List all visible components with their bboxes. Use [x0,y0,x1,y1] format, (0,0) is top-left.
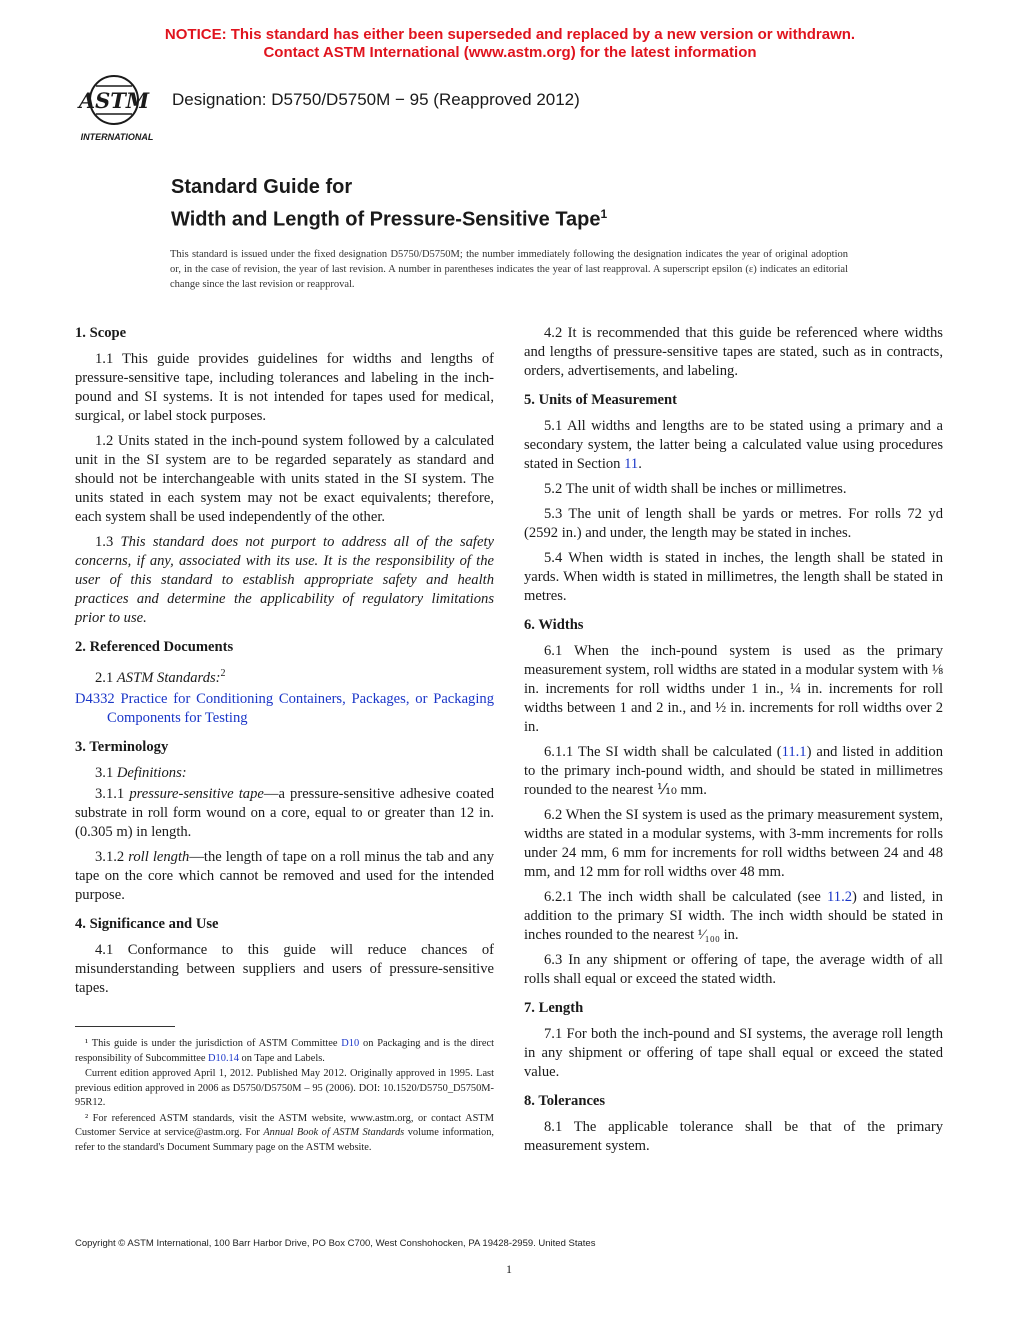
logo-text: ASTM [78,88,150,113]
paragraph-3-1-1: 3.1.1 pressure-sensitive tape—a pressure-sensitive adhesive coated substrate in roll form wound on a core, equal to or greater than 12 in. (0.305 m) in length. [75,785,494,840]
paragraph-1-3: 1.3 This standard does not purport to address all of the safety concerns, if any, associated with its use. It is the responsibility of the user of this standard to establish appropriate safety and health practices and determine the applicability of regulatory limitations prior to use. [75,534,494,626]
paragraph-3-1: 3.1 Definitions: [95,764,187,781]
astm-logo-icon [74,74,160,144]
paragraph-5-2: 5.2 The unit of width shall be inches or millimetres. [544,481,847,497]
section-11-2-link[interactable]: 11.2 [827,889,853,905]
copyright-line: Copyright © ASTM International, 100 Barr Harbor Drive, PO Box C700, West Conshohocken, PA 19428-2959. United States [75,1238,596,1249]
paragraph-6-2: 6.2 When the SI system is used as the primary measurement system, widths are stated in a modular systems, with 3-mm increments for rolls under 24 mm, 6 mm for increments for roll widths between 24 and 48 mm, and 12 mm for roll widths over 48 mm. [524,807,943,880]
paragraph-1-1: 1.1 This guide provides guidelines for widths and lengths of pressure-sensitive tape, including tolerances and labeling in the inch-pound and SI systems. It is not intended for tapes used for medical, surgical, or label stock purposes. [75,351,494,424]
paragraph-5-1: 5.1 All widths and lengths are to be stated using a primary and a secondary system, the latter being a calculated value using procedures stated in Section 11. [524,418,943,472]
paragraph-3-1-2: 3.1.2 roll length—the length of tape on a roll minus the tab and any tape on the core which cannot be removed and used for the intended purpose. [75,848,495,903]
issued-note: This standard is issued under the fixed designation D5750/D5750M; the number immediately following the designation indicates the year of original adoption or, in the case of revision, the year of last revision. A number in parentheses indicates the year of last reapproval. A superscript epsilon (ε) indicates an editorial change since the last revision or reapproval. [170,249,848,290]
paragraph-6-3: 6.3 In any shipment or offering of tape, the average width of all rolls shall equal or exceed the stated width. [524,952,943,987]
page-number: 1 [506,1262,512,1276]
paragraph-4-1: 4.1 Conformance to this guide will reduce chances of misunderstanding between suppliers and users of pressure-sensitive tapes. [75,941,494,996]
left-column [75,324,494,1004]
paragraph-1-2: 1.2 Units stated in the inch-pound system followed by a calculated unit in the SI system are to be regarded separately as standard and should not be interchangeable with units stated in the SI system. The units stated in each system may not be exact equivalents; therefore, each system shall be used independently of the other. [75,433,494,525]
title-line-2: Width and Length of Pressure-Sensitive Tape [171,208,601,231]
right-column [524,324,943,1162]
section-heading-scope: 1. Scope [75,325,127,341]
withdrawal-notice [0,26,1020,62]
section-heading-tolerances: 8. Tolerances [524,1093,606,1109]
paragraph-6-1: 6.1 When the inch-pound system is used as the primary measurement system, roll widths are stated in a modular system with ⅛ in. increments for roll widths under 1 in., ¼ in. increments for roll widths between 1 and 2 in., and ½ in. increments for roll widths over 2 in. [524,643,943,735]
paragraph-8-1: 8.1 The applicable tolerance shall be that of the primary measurement system. [524,1119,943,1154]
section-heading-widths: 6. Widths [524,617,584,633]
section-heading-significance: 4. Significance and Use [75,915,219,932]
reference-d4332-link[interactable]: D4332 Practice for Conditioning Containers, Packages, or Packaging Components for Testing [75,690,494,726]
paragraph-2-1: 2.1 ASTM Standards:$^2$ [95,668,226,686]
title-footnote-mark: 1 [600,207,608,221]
document-title [171,174,607,234]
paragraph-7-1: 7.1 For both the inch-pound and SI systems, the average roll length in any shipment or offering of tape shall equal or exceed the stated value. [524,1026,943,1080]
paragraph-6-1-1: 6.1.1 The SI width shall be calculated (11.1) and listed in addition to the primary inch-pound width, and should be stated in millimetres rounded to the nearest ⅒ mm. [524,744,943,798]
paragraph-5-3: 5.3 The unit of length shall be yards or metres. For rolls 72 yd (2592 in.) and under, the length may be stated in inches. [524,506,943,541]
footnote-1: ¹ This guide is under the jurisdiction of ASTM Committee D10 on Packaging and is the direct responsibility of Subcommittee D10.14 on Tape and Labels. [75,1038,494,1064]
section-11-link[interactable]: 11 [624,456,639,472]
notice-line-1: NOTICE: This standard has either been superseded and replaced by a new version or withdrawn. [164,26,856,43]
title-line-1: Standard Guide for [171,176,353,198]
section-heading-units: 5. Units of Measurement [524,392,677,408]
paragraph-6-2-1: 6.2.1 The inch width shall be calculated (see 11.2) and listed, in addition to the primary SI width. The inch width should be stated in inches rounded to the nearest ¹⁄₁₀₀ in. [524,889,943,943]
section-heading-length: 7. Length [524,1000,584,1016]
section-11-1-link[interactable]: 11.1 [781,744,807,760]
paragraph-5-4: 5.4 When width is stated in inches, the length shall be stated in yards. When width is stated in millimetres, the length shall be stated in metres. [524,550,943,604]
footnote-2: ² For referenced ASTM standards, visit the ASTM website, www.astm.org, or contact ASTM Customer Service at service@astm.org. For Annual Book of ASTM Standards volume information, refer to the standard's Document Summary page on the ASTM website. [75,1112,494,1153]
designation: Designation: D5750/D5750M − 95 (Reapproved 2012) [172,90,580,109]
section-heading-referenced-documents: 2. Referenced Documents [75,639,234,655]
footnote-1-edition: Current edition approved April 1, 2012. Published May 2012. Originally approved in 1995. Last previous edition approved in 2006 as D5750/D5750M – 95 (2006). DOI: 10.1520/D5750_D5750M-95R12. [75,1068,494,1108]
footnotes [75,1037,494,1156]
footnote-divider [75,1026,175,1027]
paragraph-4-2: 4.2 It is recommended that this guide be referenced where widths and lengths of pressure-sensitive tapes are stated, such as in contracts, orders, advertisements, and labeling. [524,325,943,379]
subcommittee-d10-14-link[interactable]: D10.14 [208,1052,239,1064]
logo-subtext: INTERNATIONAL [80,132,154,142]
section-heading-terminology: 3. Terminology [75,738,169,755]
notice-line-2: Contact ASTM International (www.astm.org) for the latest information [263,44,757,61]
committee-d10-link[interactable]: D10 [341,1038,360,1049]
